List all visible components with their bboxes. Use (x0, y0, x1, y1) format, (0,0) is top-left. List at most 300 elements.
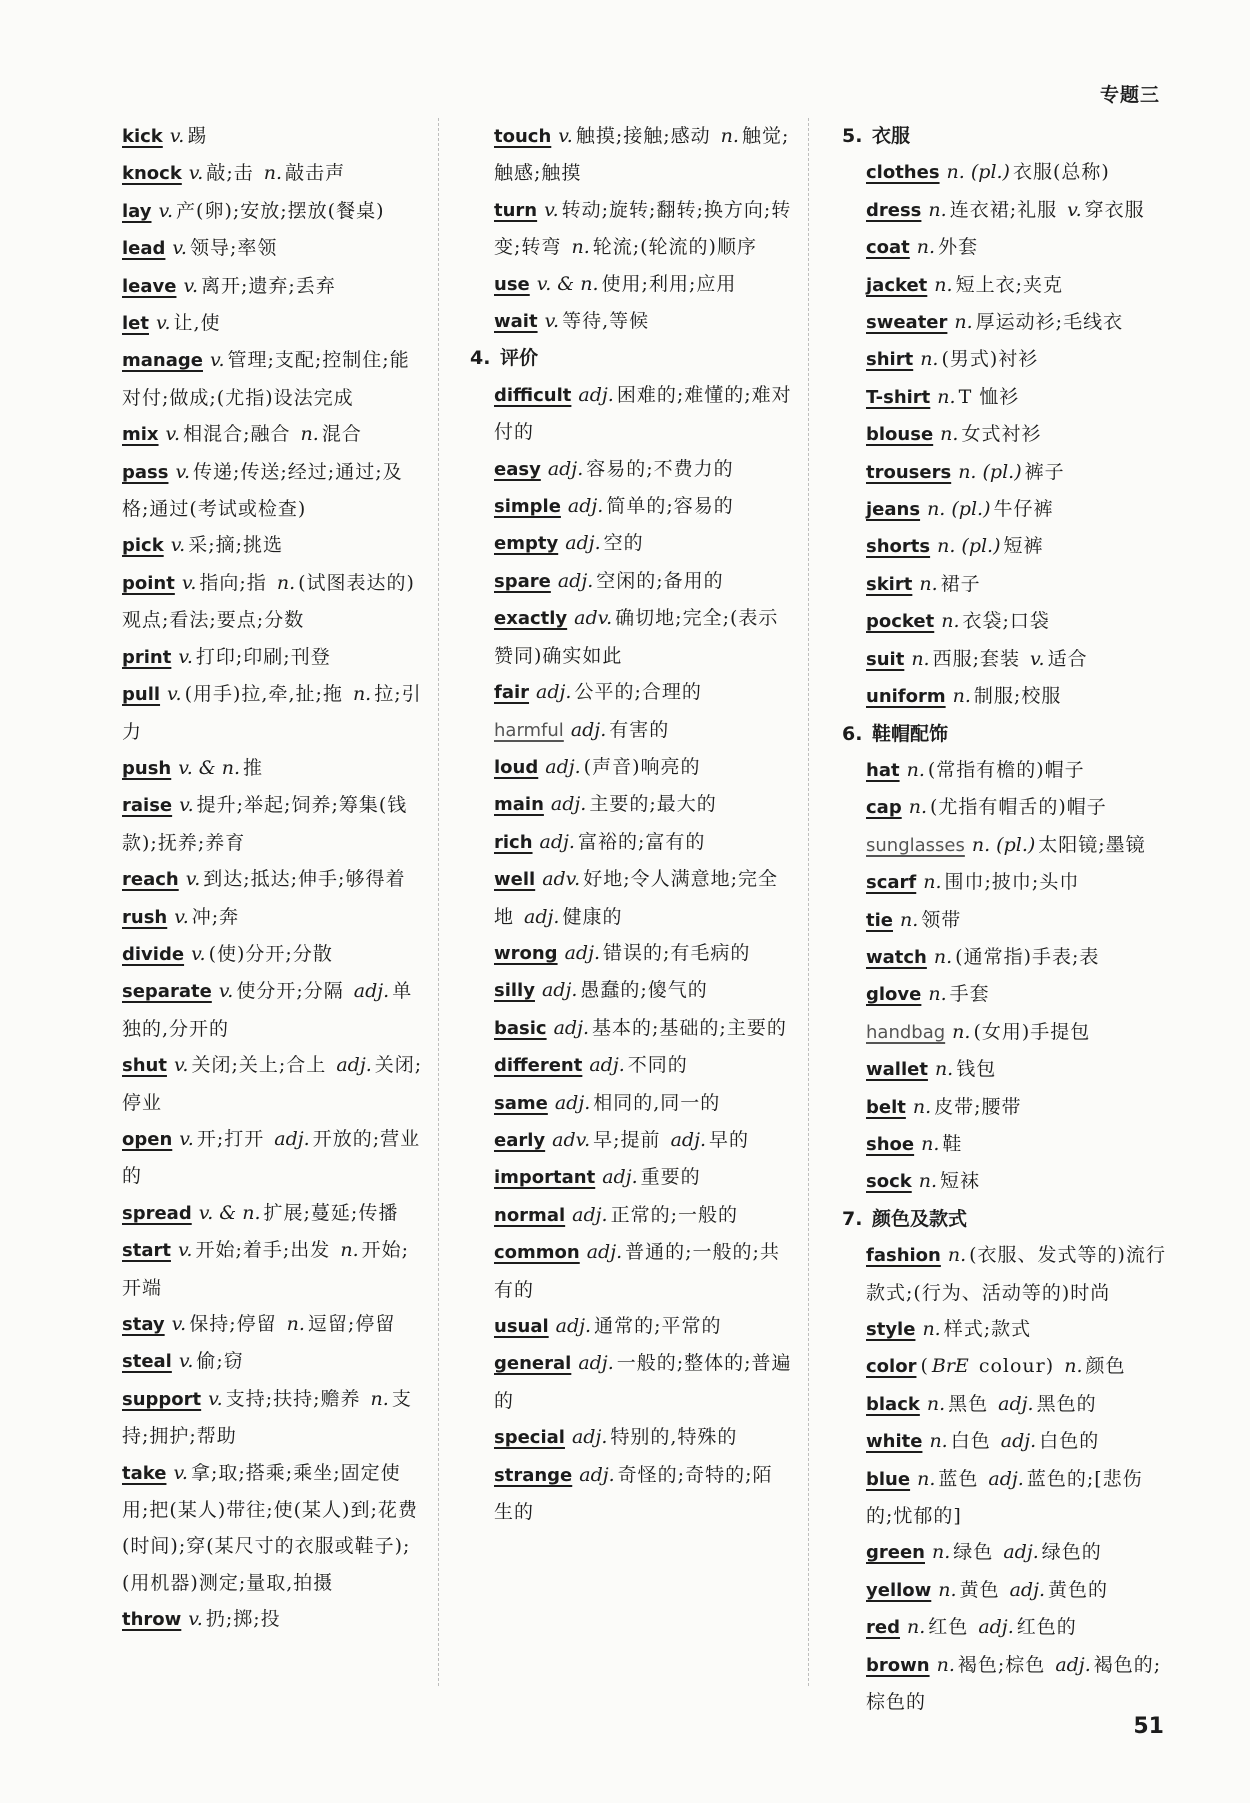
part-of-speech: v. (218, 980, 234, 1003)
headword: strange (494, 1464, 573, 1486)
headword: throw (122, 1609, 182, 1631)
vocab-entry (866, 1609, 1166, 1646)
part-of-speech: n. (933, 945, 953, 968)
definition: 使用;利用;应用 (601, 272, 737, 295)
definition: 采;摘;挑选 (188, 534, 284, 557)
definition: 适合 (1047, 647, 1088, 670)
part-of-speech: adv. (542, 868, 581, 891)
definition: 简单的;容易的 (606, 495, 734, 518)
part-of-speech: v. (188, 1608, 203, 1631)
definition: colour) (971, 1355, 1062, 1378)
section-heading (842, 1201, 1166, 1237)
headword: mix (122, 424, 159, 446)
definition: 愚蠢的;傻气的 (580, 979, 708, 1002)
vocab-entry (122, 1381, 424, 1455)
definition: 好地;令人满意地;完全地 (494, 868, 779, 928)
definition: 开放的;营业的 (122, 1127, 421, 1188)
vocab-entry (866, 1572, 1166, 1609)
definition: 离开;遗弃;丢弃 (201, 274, 336, 297)
headword: sunglasses (866, 834, 965, 856)
definition: 衣服(总称) (1012, 161, 1110, 184)
part-of-speech: v. (155, 312, 171, 335)
definition: 短袜 (940, 1170, 981, 1193)
part-of-speech: n. (352, 683, 372, 706)
definition: 绿色 (953, 1541, 1001, 1564)
part-of-speech: adj. (570, 718, 607, 741)
vocab-entry (494, 712, 792, 749)
vocab-entry (494, 192, 792, 266)
vocab-entry (866, 341, 1166, 378)
part-of-speech: v. (208, 1387, 223, 1410)
vocab-entry (866, 827, 1166, 864)
section-heading (842, 118, 1166, 154)
part-of-speech: n. (922, 1318, 941, 1340)
part-of-speech: adv. (574, 607, 613, 630)
part-of-speech: n. (286, 1313, 305, 1335)
part-of-speech: adj. (589, 1054, 625, 1077)
vocab-entry (494, 674, 792, 711)
part-of-speech: v. (178, 645, 193, 668)
definition: T 恤衫 (958, 385, 1020, 408)
part-of-speech: n. (906, 758, 925, 781)
definition: 到达;抵达;伸手;够得着 (203, 868, 406, 891)
headword: print (122, 646, 172, 668)
headword: common (494, 1242, 580, 1264)
part-of-speech: adj. (553, 1016, 590, 1039)
vocab-entry (494, 935, 792, 972)
vocab-entry (122, 1306, 424, 1343)
vocab-entry (122, 1047, 424, 1121)
definition: 指向;指 (199, 571, 274, 594)
part-of-speech: adv. (552, 1128, 591, 1151)
definition: 相混合;融合 (183, 423, 298, 446)
part-of-speech: v. (171, 1313, 187, 1335)
headword: lay (122, 200, 152, 222)
part-of-speech: adj. (1055, 1653, 1091, 1676)
definition: 早;提前 (593, 1128, 668, 1151)
part-of-speech: v. (173, 1461, 188, 1484)
vocab-entry (494, 861, 792, 935)
part-of-speech: n. (923, 871, 942, 894)
vocab-entry (494, 377, 792, 451)
part-of-speech: v. (181, 571, 197, 594)
vocab-entry (122, 565, 424, 639)
headword: knock (122, 163, 182, 185)
definition: 特别的,特殊的 (610, 1426, 738, 1449)
vocab-entry (122, 193, 424, 230)
definition: 让,使 (173, 312, 221, 335)
definition: 样式;款式 (943, 1318, 1032, 1340)
definition: 裙子 (940, 572, 981, 595)
part-of-speech: v. (544, 198, 559, 221)
part-of-speech: v. (167, 683, 182, 706)
definition: 通常的;平常的 (594, 1315, 722, 1337)
vocab-entry (866, 491, 1166, 528)
definition: 外套 (938, 236, 979, 259)
vocab-entry (866, 1348, 1166, 1385)
definition: 黑色的 (1036, 1392, 1097, 1415)
headword: blue (866, 1468, 911, 1490)
definition: 推 (243, 756, 264, 779)
vocab-entry (122, 1455, 424, 1602)
vocab-entry (866, 1126, 1166, 1163)
definition: 蓝色的;[悲伤的;忧郁的] (866, 1467, 1143, 1528)
vocab-column-1 (122, 118, 424, 1639)
definition: 一般的;整体的;普遍的 (494, 1352, 792, 1412)
vocab-entry (866, 1311, 1166, 1348)
vocab-entry (866, 1386, 1166, 1423)
vocab-entry (122, 899, 424, 936)
definition: 偷;窃 (196, 1350, 244, 1373)
definition: 开始;开端 (122, 1239, 410, 1299)
headword: simple (494, 496, 561, 518)
part-of-speech: adj. (545, 755, 581, 778)
headword: harmful (494, 719, 564, 741)
headword: shut (122, 1055, 167, 1077)
part-of-speech: v. (158, 199, 174, 222)
headword: raise (122, 795, 173, 817)
definition: 开始;着手;出发 (195, 1239, 338, 1262)
part-of-speech: n. (263, 162, 283, 185)
definition: (衣服、发式等的)流行款式;(行为、活动等的)时尚 (866, 1244, 1166, 1304)
headword: kick (122, 126, 163, 147)
part-of-speech: adj. (602, 1166, 638, 1189)
definition: 管理;支配;控制住;能对付;做成;(尤指)设法完成 (122, 349, 410, 409)
vocab-entry (494, 600, 792, 674)
definition: 单独的,分开的 (122, 980, 413, 1040)
headword: let (122, 313, 149, 335)
vocab-entry (494, 749, 792, 786)
part-of-speech: adj. (565, 532, 601, 555)
headword: clothes (866, 162, 940, 184)
vocab-entry (494, 1122, 792, 1159)
headword: different (494, 1055, 583, 1077)
vocab-entry (122, 305, 424, 342)
vocab-entry (494, 563, 792, 600)
vocab-entry (866, 976, 1166, 1013)
headword: same (494, 1092, 548, 1114)
part-of-speech: n. (934, 1058, 954, 1081)
headword: pass (122, 461, 169, 483)
definition: 支持;扶持;赡养 (225, 1387, 368, 1410)
vocab-entry (866, 379, 1166, 416)
definition: 富裕的;富有的 (577, 830, 706, 853)
vocab-entry (122, 1601, 424, 1638)
definition: 关闭;停业 (122, 1054, 423, 1114)
headword: exactly (494, 608, 568, 630)
vocab-entry (122, 230, 424, 267)
section-heading (842, 716, 1166, 752)
vocab-entry (122, 342, 424, 416)
headword: use (494, 273, 530, 295)
vocab-entry (866, 641, 1166, 678)
part-of-speech: adj. (571, 1426, 608, 1449)
part-of-speech: adj. (670, 1128, 707, 1151)
vocab-entry (866, 939, 1166, 976)
definition: 逗留;停留 (307, 1313, 396, 1335)
part-of-speech: n. (300, 423, 319, 446)
part-of-speech: adj. (554, 1091, 591, 1114)
headword: sweater (866, 312, 948, 334)
part-of-speech: adj. (557, 569, 594, 592)
part-of-speech: n. (pl.) (927, 498, 991, 521)
definition: 穿衣服 (1084, 198, 1145, 221)
definition: 冲;奔 (191, 905, 240, 928)
definition: 使分开;分隔 (236, 980, 351, 1003)
part-of-speech: adj. (1009, 1578, 1046, 1601)
part-of-speech: n. (954, 311, 973, 334)
definition: 传递;传送;经过;通过;及格;通过(考试或检查) (122, 460, 403, 521)
headword: stay (122, 1314, 165, 1335)
definition: 厚运动衫;毛线衣 (975, 311, 1124, 334)
part-of-speech: v. (177, 1239, 193, 1262)
headword: wrong (494, 942, 558, 964)
part-of-speech: adj. (1003, 1541, 1039, 1564)
vocab-entry (866, 1163, 1166, 1200)
part-of-speech: n. (916, 236, 936, 259)
part-of-speech: BrE (931, 1355, 969, 1378)
definition: 触摸;接触;感动 (575, 125, 718, 147)
part-of-speech: v. (179, 794, 194, 817)
vocab-entry (866, 789, 1166, 826)
definition: 关闭;关上;合上 (191, 1054, 334, 1077)
vocab-entry (494, 1085, 792, 1122)
definition: (试图表达的)观点;看法;要点;分数 (122, 571, 415, 632)
headword: suit (866, 648, 905, 670)
definition: 混合 (321, 423, 362, 446)
part-of-speech: n. (921, 1132, 940, 1155)
part-of-speech: v. & n. (536, 272, 599, 295)
part-of-speech: v. (1067, 198, 1082, 221)
vocab-entry (494, 118, 792, 192)
part-of-speech: v. (178, 1350, 194, 1373)
vocab-entry (494, 1234, 792, 1308)
part-of-speech: n. (941, 610, 960, 633)
definition: 皮带;腰带 (934, 1095, 1022, 1118)
part-of-speech: n. (938, 1578, 957, 1601)
part-of-speech: n. (952, 685, 971, 708)
definition: 敲;击 (206, 162, 261, 185)
headword: skirt (866, 573, 913, 595)
part-of-speech: v. (183, 274, 198, 297)
vocab-entry (122, 861, 424, 898)
definition: (女用)手提包 (973, 1020, 1091, 1043)
definition: 西服;套装 (932, 647, 1028, 670)
headword: color (866, 1356, 917, 1378)
vocab-entry (122, 750, 424, 787)
headword: tie (866, 909, 893, 931)
definition: ( (920, 1355, 929, 1378)
headword: touch (494, 126, 552, 147)
definition: 拉;引力 (122, 683, 422, 743)
headword: dress (866, 199, 922, 221)
vocab-entry (494, 1345, 792, 1419)
vocab-entry (122, 416, 424, 453)
headword: support (122, 1388, 202, 1410)
headword: pick (122, 535, 164, 557)
headword: watch (866, 946, 927, 968)
vocab-entry (866, 566, 1166, 603)
vocab-entry (122, 268, 424, 305)
headword: white (866, 1431, 923, 1453)
headword: hat (866, 759, 900, 781)
part-of-speech: n. (1064, 1355, 1083, 1378)
headword: empty (494, 533, 559, 555)
definition: 踢 (187, 125, 208, 147)
part-of-speech: n. (937, 385, 956, 408)
vocab-entry (866, 304, 1166, 341)
definition: 褐色;棕色 (957, 1653, 1053, 1676)
headword: general (494, 1353, 572, 1375)
headword: reach (122, 869, 179, 891)
headword: black (866, 1393, 920, 1415)
vocab-entry (122, 527, 424, 564)
definition: 转动;旋转;翻转;换方向;转变;转弯 (494, 198, 792, 259)
headword: sock (866, 1171, 912, 1193)
part-of-speech: n. (928, 983, 947, 1006)
definition: 女式衬衫 (961, 423, 1042, 446)
definition: 黄色 (959, 1578, 1007, 1601)
part-of-speech: n. (952, 1020, 971, 1043)
definition: 健康的 (562, 905, 623, 928)
headword: leave (122, 275, 177, 297)
part-of-speech: adj. (547, 457, 584, 480)
definition: 相同的,同一的 (593, 1091, 721, 1114)
definition: 绿色的 (1041, 1541, 1102, 1564)
part-of-speech: v. (174, 905, 189, 928)
part-of-speech: v. (169, 125, 185, 147)
section-title: 衣服 (872, 125, 911, 147)
part-of-speech: v. (209, 349, 225, 372)
vocab-entry (494, 786, 792, 823)
definition: 有害的 (609, 718, 670, 741)
definition: 触觉;触感;触摸 (494, 125, 790, 185)
part-of-speech: adj. (564, 941, 600, 964)
definition: 短上衣;夹克 (955, 273, 1063, 296)
part-of-speech: n. (906, 1616, 926, 1639)
headword: pull (122, 684, 161, 706)
definition: 扩展;蔓延;传播 (263, 1201, 399, 1224)
part-of-speech: n. (947, 1244, 967, 1267)
part-of-speech: n. (571, 236, 590, 259)
vocab-entry (866, 192, 1166, 229)
headword: loud (494, 756, 539, 778)
part-of-speech: adj. (572, 1203, 608, 1226)
definition: 围巾;披巾;头巾 (944, 871, 1080, 894)
definition: (常指有檐的)帽子 (927, 758, 1085, 781)
definition: 白色 (950, 1430, 998, 1453)
vocab-column-3 (842, 118, 1166, 1720)
section-heading (470, 340, 792, 376)
vocab-entry (122, 639, 424, 676)
headword: manage (122, 350, 203, 372)
headword: shoe (866, 1133, 915, 1155)
part-of-speech: adj. (274, 1127, 310, 1150)
headword: fashion (866, 1245, 941, 1267)
headword: lead (122, 238, 166, 260)
vocab-entry (866, 678, 1166, 715)
headword: usual (494, 1316, 549, 1337)
definition: (男式)衬衫 (941, 348, 1039, 371)
vocab-entry (866, 528, 1166, 565)
vocab-entry (494, 1010, 792, 1047)
definition: 困难的;难懂的;难对付的 (494, 383, 792, 444)
part-of-speech: n. (928, 198, 947, 221)
headword: pocket (866, 611, 935, 633)
headword: well (494, 869, 536, 891)
headword: take (122, 1462, 167, 1484)
vocab-column-2 (470, 118, 792, 1530)
part-of-speech: v. (1030, 647, 1045, 670)
part-of-speech: n. (pl.) (971, 833, 1036, 856)
headword: shirt (866, 349, 914, 371)
part-of-speech: n. (932, 1541, 951, 1564)
part-of-speech: adj. (578, 1352, 614, 1375)
definition: (尤指有帽舌的)帽子 (929, 796, 1107, 819)
definition: 钱包 (956, 1058, 997, 1081)
part-of-speech: n. (pl.) (937, 535, 1001, 558)
definition: 提升;举起;饲养;筹集(钱款);抚养;养育 (122, 794, 408, 854)
part-of-speech: adj. (578, 383, 614, 406)
vocab-entry (494, 824, 792, 861)
definition: 黄色的 (1048, 1578, 1109, 1601)
section-number: 4. (470, 347, 491, 370)
part-of-speech: n. (926, 1392, 946, 1415)
part-of-speech: v. (191, 942, 206, 965)
headword: turn (494, 199, 538, 221)
definition: 支持;拥护;帮助 (122, 1387, 412, 1448)
headword: normal (494, 1204, 566, 1226)
vocab-entry (866, 1089, 1166, 1126)
definition: 普通的;一般的;共有的 (494, 1241, 780, 1301)
headword: trousers (866, 461, 952, 483)
part-of-speech: v. (188, 162, 204, 185)
part-of-speech: v. (170, 534, 186, 557)
vocab-entry (494, 488, 792, 525)
headword: scarf (866, 872, 917, 894)
definition: 空的 (603, 532, 644, 555)
definition: 正常的;一般的 (610, 1203, 738, 1226)
definition: 白色的 (1039, 1430, 1100, 1453)
definition: 红色 (928, 1616, 976, 1639)
definition: 等待,等候 (562, 310, 650, 333)
headword: important (494, 1167, 596, 1189)
vocab-entry (122, 1121, 424, 1195)
headword: easy (494, 458, 541, 480)
headword: coat (866, 237, 910, 259)
part-of-speech: adj. (524, 905, 560, 928)
headword: wallet (866, 1059, 928, 1081)
part-of-speech: n. (936, 1653, 955, 1676)
part-of-speech: n. (920, 348, 939, 371)
part-of-speech: v. (173, 1054, 189, 1077)
headword: green (866, 1542, 925, 1564)
definition: 牛仔裤 (993, 498, 1054, 521)
definition: 扔;掷;投 (205, 1608, 281, 1631)
part-of-speech: n. (370, 1387, 389, 1410)
page-number: 51 (1133, 1714, 1164, 1739)
headword: fair (494, 682, 530, 704)
section-number: 7. (842, 1207, 863, 1230)
vocab-entry (866, 752, 1166, 789)
definition: 领导;率领 (189, 237, 278, 260)
headword: shorts (866, 536, 931, 558)
headword: separate (122, 981, 212, 1003)
headword: style (866, 1319, 916, 1340)
vocab-entry (494, 972, 792, 1009)
part-of-speech: v. & n. (198, 1201, 261, 1224)
definition: 领带 (921, 908, 962, 931)
